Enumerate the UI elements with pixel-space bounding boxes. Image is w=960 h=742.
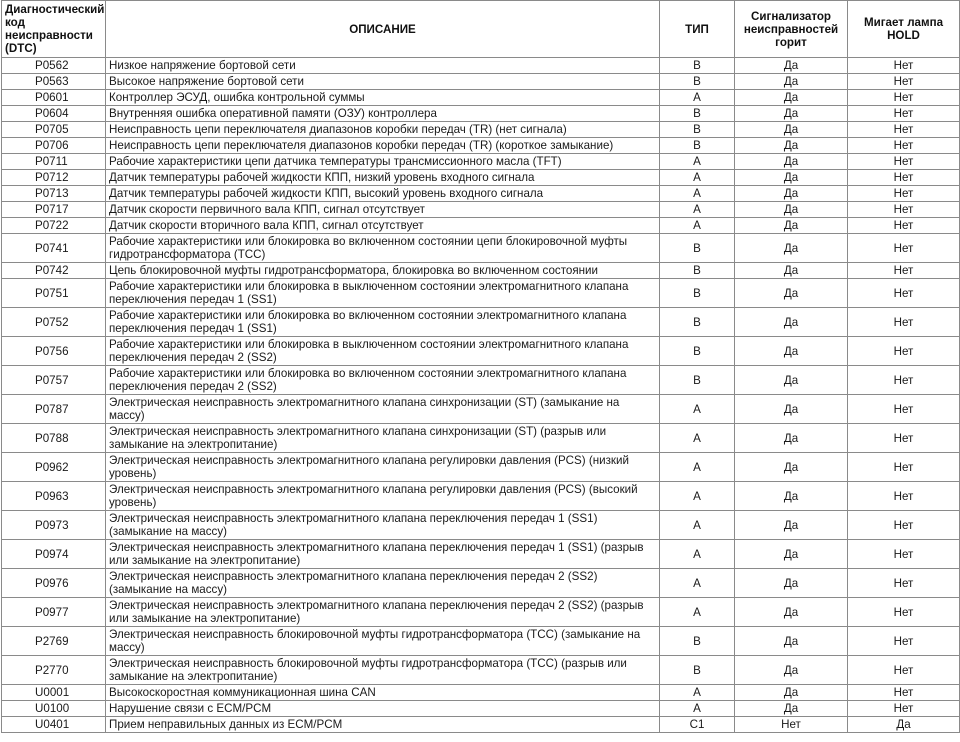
cell-description: Неисправность цепи переключателя диапазонов коробки передач (TR) (нет сигнала) <box>106 122 660 138</box>
cell-code: P0974 <box>2 540 106 569</box>
cell-hold: Нет <box>848 366 960 395</box>
cell-code: P0705 <box>2 122 106 138</box>
cell-description: Рабочие характеристики или блокировка во включенном состоянии электромагнитного клапана переключения передач 1 (SS1) <box>106 308 660 337</box>
cell-description: Высокоскоростная коммуникационная шина CAN <box>106 685 660 701</box>
cell-code: P0717 <box>2 202 106 218</box>
cell-type: B <box>660 106 735 122</box>
cell-mil: Да <box>735 234 848 263</box>
cell-mil: Да <box>735 627 848 656</box>
cell-code: P0722 <box>2 218 106 234</box>
cell-code: P0712 <box>2 170 106 186</box>
table-body <box>2 58 960 733</box>
table-row <box>2 366 960 395</box>
cell-type: A <box>660 90 735 106</box>
cell-hold: Нет <box>848 234 960 263</box>
table-row <box>2 234 960 263</box>
cell-hold: Нет <box>848 202 960 218</box>
cell-hold: Нет <box>848 308 960 337</box>
table-row <box>2 170 960 186</box>
table-row <box>2 154 960 170</box>
cell-type: A <box>660 540 735 569</box>
cell-type: B <box>660 122 735 138</box>
cell-type: A <box>660 569 735 598</box>
cell-mil: Да <box>735 424 848 453</box>
cell-hold: Нет <box>848 154 960 170</box>
cell-mil: Да <box>735 90 848 106</box>
cell-description: Низкое напряжение бортовой сети <box>106 58 660 74</box>
cell-code: P0742 <box>2 263 106 279</box>
cell-type: A <box>660 511 735 540</box>
cell-type: A <box>660 701 735 717</box>
header-row <box>2 1 960 58</box>
table-row <box>2 279 960 308</box>
cell-code: P0706 <box>2 138 106 154</box>
cell-code: P0976 <box>2 569 106 598</box>
table-row <box>2 337 960 366</box>
cell-description: Электрическая неисправность электромагнитного клапана переключения передач 1 (SS1) (разрыв или замыкание на электропитание) <box>106 540 660 569</box>
cell-description: Электрическая неисправность электромагнитного клапана переключения передач 2 (SS2) (разрыв или замыкание на электропитание) <box>106 598 660 627</box>
cell-description: Датчик температуры рабочей жидкости КПП, высокий уровень входного сигнала <box>106 186 660 202</box>
cell-description: Электрическая неисправность блокировочной муфты гидротрансформатора (TCC) (замыкание на массу) <box>106 627 660 656</box>
cell-type: B <box>660 74 735 90</box>
table-row <box>2 395 960 424</box>
cell-hold: Нет <box>848 186 960 202</box>
cell-type: A <box>660 424 735 453</box>
cell-mil: Да <box>735 138 848 154</box>
cell-description: Рабочие характеристики или блокировка во включенном состоянии электромагнитного клапана переключения передач 2 (SS2) <box>106 366 660 395</box>
cell-type: A <box>660 598 735 627</box>
cell-hold: Нет <box>848 701 960 717</box>
cell-type: B <box>660 58 735 74</box>
cell-description: Электрическая неисправность электромагнитного клапана синхронизации (ST) (замыкание на массу) <box>106 395 660 424</box>
cell-type: B <box>660 263 735 279</box>
cell-code: U0401 <box>2 717 106 733</box>
cell-description: Рабочие характеристики цепи датчика температуры трансмиссионного масла (TFT) <box>106 154 660 170</box>
cell-type: A <box>660 453 735 482</box>
cell-description: Рабочие характеристики или блокировка в выключенном состоянии электромагнитного клапана переключения передач 1 (SS1) <box>106 279 660 308</box>
cell-hold: Нет <box>848 569 960 598</box>
table-row <box>2 218 960 234</box>
cell-mil: Нет <box>735 717 848 733</box>
cell-description: Электрическая неисправность электромагнитного клапана синхронизации (ST) (разрыв или замыкание на электропитание) <box>106 424 660 453</box>
cell-mil: Да <box>735 598 848 627</box>
cell-description: Датчик скорости первичного вала КПП, сигнал отсутствует <box>106 202 660 218</box>
cell-mil: Да <box>735 58 848 74</box>
cell-description: Неисправность цепи переключателя диапазонов коробки передач (TR) (короткое замыкание) <box>106 138 660 154</box>
cell-mil: Да <box>735 106 848 122</box>
cell-code: P0604 <box>2 106 106 122</box>
cell-hold: Нет <box>848 58 960 74</box>
cell-code: P0562 <box>2 58 106 74</box>
header-hold: Мигает лампа HOLD <box>848 1 960 58</box>
cell-mil: Да <box>735 366 848 395</box>
cell-hold: Нет <box>848 598 960 627</box>
cell-hold: Нет <box>848 90 960 106</box>
cell-hold: Нет <box>848 627 960 656</box>
cell-type: A <box>660 395 735 424</box>
table-row <box>2 717 960 733</box>
cell-code: U0100 <box>2 701 106 717</box>
cell-hold: Нет <box>848 263 960 279</box>
header-type: ТИП <box>660 1 735 58</box>
cell-description: Высокое напряжение бортовой сети <box>106 74 660 90</box>
dtc-table <box>1 0 960 733</box>
cell-hold: Да <box>848 717 960 733</box>
cell-description: Электрическая неисправность электромагнитного клапана переключения передач 1 (SS1) (замыкание на массу) <box>106 511 660 540</box>
cell-type: A <box>660 154 735 170</box>
cell-mil: Да <box>735 337 848 366</box>
cell-code: P0711 <box>2 154 106 170</box>
cell-description: Электрическая неисправность блокировочной муфты гидротрансформатора (TCC) (разрыв или замыкание на электропитание) <box>106 656 660 685</box>
cell-code: P0601 <box>2 90 106 106</box>
cell-hold: Нет <box>848 279 960 308</box>
cell-hold: Нет <box>848 74 960 90</box>
cell-description: Контроллер ЭСУД, ошибка контрольной суммы <box>106 90 660 106</box>
cell-type: A <box>660 218 735 234</box>
table-row <box>2 685 960 701</box>
cell-description: Рабочие характеристики или блокировка во включенном состоянии цепи блокировочной муфты гидротрансформатора (TCC) <box>106 234 660 263</box>
cell-code: P2770 <box>2 656 106 685</box>
cell-description: Электрическая неисправность электромагнитного клапана регулировки давления (PCS) (низкий уровень) <box>106 453 660 482</box>
cell-code: P0741 <box>2 234 106 263</box>
cell-mil: Да <box>735 540 848 569</box>
cell-type: B <box>660 337 735 366</box>
table-row <box>2 482 960 511</box>
cell-mil: Да <box>735 186 848 202</box>
cell-hold: Нет <box>848 218 960 234</box>
cell-hold: Нет <box>848 685 960 701</box>
cell-hold: Нет <box>848 453 960 482</box>
cell-mil: Да <box>735 74 848 90</box>
header-mil: Сигнализатор неисправностей горит <box>735 1 848 58</box>
cell-mil: Да <box>735 395 848 424</box>
cell-type: B <box>660 138 735 154</box>
table-row <box>2 540 960 569</box>
cell-hold: Нет <box>848 122 960 138</box>
cell-code: P0757 <box>2 366 106 395</box>
cell-type: C1 <box>660 717 735 733</box>
cell-mil: Да <box>735 656 848 685</box>
table-row <box>2 106 960 122</box>
cell-code: P0713 <box>2 186 106 202</box>
cell-type: B <box>660 627 735 656</box>
table-row <box>2 58 960 74</box>
cell-mil: Да <box>735 511 848 540</box>
cell-type: A <box>660 170 735 186</box>
cell-description: Датчик температуры рабочей жидкости КПП, низкий уровень входного сигнала <box>106 170 660 186</box>
table-row <box>2 186 960 202</box>
table-row <box>2 701 960 717</box>
cell-description: Электрическая неисправность электромагнитного клапана регулировки давления (PCS) (высокий уровень) <box>106 482 660 511</box>
cell-mil: Да <box>735 122 848 138</box>
cell-type: B <box>660 308 735 337</box>
cell-description: Внутренняя ошибка оперативной памяти (ОЗУ) контроллера <box>106 106 660 122</box>
cell-mil: Да <box>735 202 848 218</box>
cell-type: B <box>660 279 735 308</box>
table-row <box>2 424 960 453</box>
cell-type: A <box>660 685 735 701</box>
cell-type: A <box>660 202 735 218</box>
cell-description: Нарушение связи с ECM/PCM <box>106 701 660 717</box>
cell-code: P0963 <box>2 482 106 511</box>
cell-hold: Нет <box>848 138 960 154</box>
cell-type: B <box>660 656 735 685</box>
cell-mil: Да <box>735 170 848 186</box>
cell-code: P0751 <box>2 279 106 308</box>
table-row <box>2 122 960 138</box>
cell-hold: Нет <box>848 106 960 122</box>
cell-code: U0001 <box>2 685 106 701</box>
cell-hold: Нет <box>848 656 960 685</box>
cell-code: P0977 <box>2 598 106 627</box>
cell-type: A <box>660 186 735 202</box>
cell-code: P0787 <box>2 395 106 424</box>
cell-hold: Нет <box>848 337 960 366</box>
cell-mil: Да <box>735 154 848 170</box>
table-row <box>2 511 960 540</box>
cell-code: P0752 <box>2 308 106 337</box>
table-row <box>2 263 960 279</box>
cell-mil: Да <box>735 308 848 337</box>
table-row <box>2 656 960 685</box>
cell-mil: Да <box>735 569 848 598</box>
cell-code: P0973 <box>2 511 106 540</box>
cell-code: P0563 <box>2 74 106 90</box>
cell-description: Прием неправильных данных из ECM/PCM <box>106 717 660 733</box>
cell-mil: Да <box>735 218 848 234</box>
cell-hold: Нет <box>848 540 960 569</box>
cell-description: Датчик скорости вторичного вала КПП, сигнал отсутствует <box>106 218 660 234</box>
table-row <box>2 598 960 627</box>
cell-description: Рабочие характеристики или блокировка в выключенном состоянии электромагнитного клапана переключения передач 2 (SS2) <box>106 337 660 366</box>
cell-mil: Да <box>735 701 848 717</box>
cell-hold: Нет <box>848 424 960 453</box>
cell-mil: Да <box>735 453 848 482</box>
cell-hold: Нет <box>848 170 960 186</box>
cell-mil: Да <box>735 263 848 279</box>
cell-code: P0788 <box>2 424 106 453</box>
cell-type: A <box>660 482 735 511</box>
header-description: ОПИСАНИЕ <box>106 1 660 58</box>
cell-description: Цепь блокировочной муфты гидротрансформатора, блокировка во включенном состоянии <box>106 263 660 279</box>
cell-hold: Нет <box>848 482 960 511</box>
table-row <box>2 202 960 218</box>
table-row <box>2 74 960 90</box>
cell-mil: Да <box>735 685 848 701</box>
cell-code: P0962 <box>2 453 106 482</box>
table-row <box>2 90 960 106</box>
table-row <box>2 627 960 656</box>
cell-code: P2769 <box>2 627 106 656</box>
cell-mil: Да <box>735 482 848 511</box>
cell-hold: Нет <box>848 395 960 424</box>
cell-hold: Нет <box>848 511 960 540</box>
table-row <box>2 138 960 154</box>
cell-type: B <box>660 234 735 263</box>
cell-type: B <box>660 366 735 395</box>
table-row <box>2 308 960 337</box>
cell-mil: Да <box>735 279 848 308</box>
cell-description: Электрическая неисправность электромагнитного клапана переключения передач 2 (SS2) (замыкание на массу) <box>106 569 660 598</box>
cell-code: P0756 <box>2 337 106 366</box>
table-row <box>2 453 960 482</box>
table-row <box>2 569 960 598</box>
header-code: Диагностический код неисправности (DTC) <box>2 1 106 58</box>
